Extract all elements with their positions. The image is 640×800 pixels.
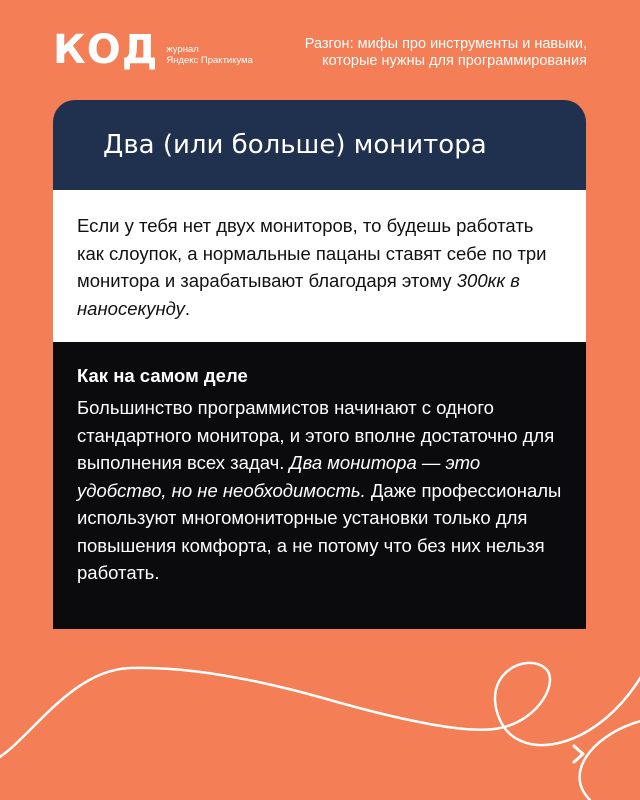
brand-logo (53, 27, 253, 73)
series-caption (305, 36, 587, 70)
reality-text-1: Большинство программистов начинают с одного стандартного монитора, и этого вполне достаточно для выполнения всех задач. (77, 397, 555, 473)
reality-emphasis: Два монитора — это удобство, но не необходимость. (77, 452, 481, 501)
reality-text-2: Даже профессионалы используют многомониторные установки только для повышения комфорта, а не потому что без них нельзя работать. (77, 479, 562, 583)
myth-emphasis: 300кк в наносекунду (77, 270, 520, 319)
logo-text: КОД (53, 27, 159, 73)
myth-card (53, 100, 586, 629)
myth-end: . (184, 297, 191, 319)
reality-section (53, 342, 586, 629)
series-caption-line2: которые нужны для программирования (322, 53, 587, 69)
myth-text: Если у тебя нет двух мониторов, то будешь работать как слоупок, а нормальные пацаны ставят себе по три монитора и зарабатывают благодаря этому (77, 215, 547, 291)
chevron-right-icon[interactable] (567, 743, 589, 765)
logo-subtitle-line1: журнал (166, 44, 199, 55)
reality-body (77, 394, 564, 587)
reality-title: Как на самом деле (77, 365, 248, 386)
scribble-decoration (0, 640, 640, 800)
card-title-bar (53, 100, 586, 190)
logo-subtitle-line2: Яндекс Практикума (166, 55, 253, 66)
myth-section (53, 190, 586, 342)
card-title: Два (или больше) монитора (103, 130, 487, 160)
series-caption-line1: Разгон: мифы про инструменты и навыки, (304, 36, 587, 52)
logo-subtitle (166, 44, 253, 66)
